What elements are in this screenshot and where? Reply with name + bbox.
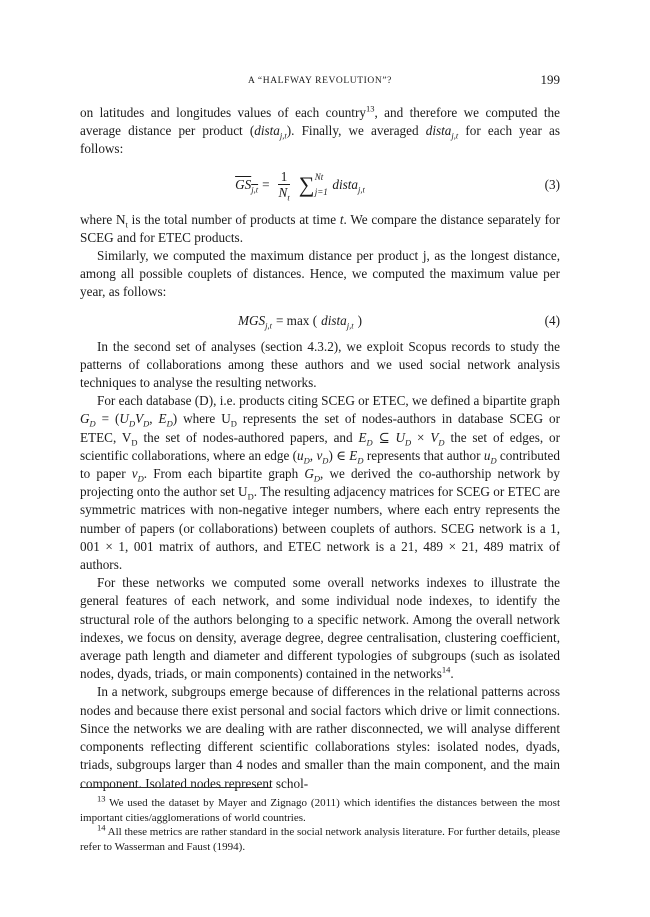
footnote: $^{13}$ We used the dataset by Mayer and Zignago (2011) which identifies the distances between the most important cities/agglomerations of world countries.: [80, 793, 560, 824]
equation-3: $GS_{j,t}$ = $\frac{1}{N_t}$ ∑ Nt j=1 dista$_{j,t}$ (3): [235, 169, 560, 203]
footnote: $^{14}$ All these metrics are rather standard in the social network analysis literature. For further details, please refer to Wasserman and Faust (1994).: [80, 822, 561, 853]
footnote-ref: 14: [441, 664, 451, 675]
paragraph: on latitudes and longitudes values of each country$^{13}$, and therefore we computed the average distance per product (dista$_{j,t}$). Finally, we averaged dista$_{j,t}$ for each year as follows:: [80, 103, 560, 157]
body-text: [80, 104, 560, 793]
paragraph: In the second set of analyses (section 4.3.2), we exploit Scopus records to study the patterns of collaborations among these authors and we used social network analysis techniques to analyse the resulting networks.: [80, 338, 560, 391]
page-number: 199: [540, 72, 560, 87]
paragraph: In a network, subgroups emerge because of differences in the relational patterns across nodes and because there exist personal and social factors which drive or limit connections. Since the networks we are dealing with are rather disconnected, we will analyse different components reflecting different scientific collaborations styles: isolated nodes, dyads, triads, subgroups larger than 4 nodes and smaller than the main component, and the main component. Isolated nodes represent schol-: [80, 684, 560, 791]
equation-4: $MGS_{j,t}$ = max ( dista$_{j,t}$ ) (4): [237, 312, 560, 331]
running-head: [80, 72, 560, 90]
paragraph: For each database (D), i.e. products citing SCEG or ETEC, we defined a bipartite graph $G_D = (U_DV_D$, $E_D$) where $U_D$ represents the set of nodes-authors in database SCEG or ETEC, $V_D$ the set of nodes-authored papers, and $E_D$ ⊆ $U_D \times V_D$ the set of edges, or scientific collaborations, where an edge ($u_D$, $v_D$) ∈ $E_D$ represents that author $u_D$ contributed to paper $v_D$. From each bipartite graph $G_D$, we derived the co-authorship network by projecting onto the author set $U_D$. The resulting adjacency matrices for SCEG or ETEC are symmetric matrices with non-negative integer numbers, where each entry represents the number of papers (or collaborations) between couplets of authors. SCEG network is a 1, 001 × 1, 001 matrix of authors, and ETEC network is a 21, 489 × 21, 489 matrix of authors.: [80, 393, 560, 573]
running-title: A “HALFWAY REVOLUTION”?: [248, 76, 392, 86]
paragraph: Similarly, we computed the maximum distance per product j, as the longest distance, among all possible couplets of distances. Hence, we computed the maximum value per year, as follows:: [80, 248, 560, 300]
footnotes: [80, 793, 561, 854]
equation-number: (3): [544, 176, 560, 192]
footnote-mark: 13: [97, 793, 106, 804]
footnote-mark: 14: [97, 822, 106, 833]
paragraph: where $N_t$ is the total number of products at time t. We compare the distance separately for SCEG and for ETEC products.: [80, 211, 560, 245]
equation-number: (4): [544, 312, 560, 328]
sum-symbol: ∑: [298, 171, 315, 197]
footnote-ref: 13: [365, 103, 375, 114]
footnote-rule: [80, 787, 270, 788]
paragraph: For these networks we computed some overall networks indexes to illustrate the general features of each network, and some individual node indexes, to identify the structural role of the authors belonging to a specific network. Among the overall network indexes, we focus on density, average degree, degree centralisation, clustering coefficient, average path length and diameter and different typologies of subgroups (such as isolated nodes, dyads, triads, or main components) contained in the networks$^{14}$.: [80, 575, 560, 682]
